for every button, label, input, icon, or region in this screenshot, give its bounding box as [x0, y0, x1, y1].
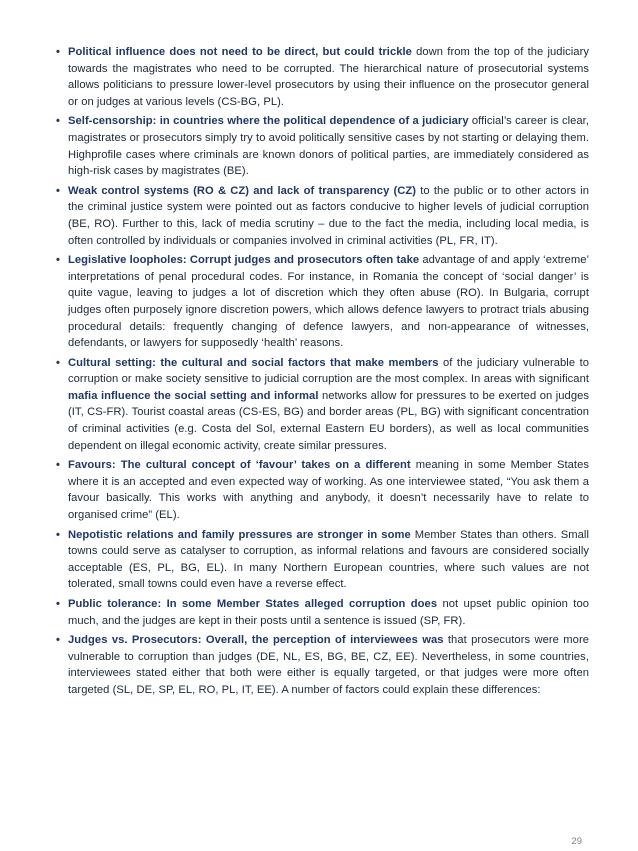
bullet-glyph: •	[56, 356, 60, 369]
bullet-weak-control-systems	[56, 183, 589, 249]
bullet-glyph: •	[56, 634, 60, 647]
bullet-glyph: •	[56, 46, 60, 58]
bullet-text: official’s career is clear, magistrates or prosecutors simply try to avoid politically sensitive cases by not starting or delaying them. Highprofile cases where criminals are known donors of political parties, are immediately considered as high-risk cases by magistrates (BE).	[68, 115, 589, 178]
bullet-favours	[56, 457, 589, 523]
bullet-glyph: •	[56, 254, 60, 267]
bullet-glyph: •	[56, 115, 60, 128]
bullet-public-tolerance	[56, 596, 589, 629]
bullet-lead: Political influence does not need to be direct, but could trickle	[68, 46, 412, 58]
bullet-lead: Weak control systems (RO & CZ) and lack of transparency (CZ)	[68, 184, 417, 197]
bullet-lead: Self-censorship: in countries where the political dependence of a judiciary	[68, 115, 469, 128]
bullet-text: meaning in some Member States where it is an accepted and even expected way of working. As one interviewee stated, “You ask them a favour basically. This works with anything and anybody, it doesn’t necessarily have to relate to organised crime” (EL).	[68, 459, 589, 522]
bullet-political-influence	[56, 44, 589, 110]
bullet-text: Member States than others. Small towns could serve as catalyser to corruption, as informal relations and favours are considered socially acceptable (ES, PL, BG, EL). In many Northern European countries, where such values are not tolerated, small towns could even have a reverse effect.	[68, 528, 589, 591]
bullet-judges-vs-prosecutors	[56, 632, 589, 698]
bullet-text: not upset public opinion too much, and the judges are kept in their posts until a sentence is issued (SP, FR).	[68, 598, 589, 627]
bullet-glyph: •	[56, 459, 60, 472]
page-number: 29	[571, 836, 582, 847]
bullet-lead: Public tolerance: In some Member States alleged corruption does	[68, 598, 438, 610]
bullet-cultural-setting	[56, 355, 589, 455]
bullet-emphasis: mafia influence the social setting and informal	[68, 389, 319, 402]
bullet-text: to the public or to other actors in the criminal justice system were pointed out as factors conducive to higher levels of judicial corruption (BE, RO). Further to this, lack of media scrutiny – due to the fact the media, including local media, is often controlled by individuals or companies involved in criminal activities (PL, FR, IT).	[68, 184, 589, 247]
bullet-text: down from the top of the judiciary towards the magistrates who need to be corrupted. The hierarchical nature of prosecutorial systems allows politicians to pressure lower-level prosecutors by using their influence on the prosecutor general or on judges at various levels (CS-BG, PL).	[68, 46, 589, 108]
bullet-self-censorship	[56, 113, 589, 179]
bullet-lead: Favours: The cultural concept of ‘favour’ takes on a different	[68, 459, 411, 472]
bullet-lead: Cultural setting: the cultural and social factors that make members	[68, 356, 439, 369]
document-page	[56, 44, 589, 702]
bullet-text-continued: networks allow for pressures to be exerted on judges (IT, CS-FR). Tourist coastal areas (CS-ES, BG) and border areas (PL, BG) with significant concentration of criminal activities (e.g. Costa del Sol, external Eastern EU borders), as well as local communities dependent on illegal economic activity, create similar pressures.	[68, 389, 590, 452]
bullet-text: advantage of and apply ‘extreme’ interpretations of penal procedural codes. For instance, in Romania the concept of ‘social danger’ is quite vague, leaving to judges a lot of discretion which they often abuse (RO). In Bulgaria, corrupt judges often purposely ignore discretion powers, which allows defence lawyers to protract trials abusing procedural details: frequently changing of defence lawyers, and non-appearance of witnesses, defendants, or lawyers for supposedly ‘health’ reasons.	[68, 254, 590, 350]
bullet-legislative-loopholes	[56, 252, 589, 352]
bullet-glyph: •	[56, 184, 60, 197]
bullet-lead: Legislative loopholes: Corrupt judges and prosecutors often take	[68, 254, 420, 267]
bullet-lead: Judges vs. Prosecutors: Overall, the perception of interviewees was	[68, 634, 444, 647]
bullet-nepotistic-relations	[56, 527, 589, 593]
bullet-text: that prosecutors were more vulnerable to corruption than judges (DE, NL, ES, BG, BE, CZ, EE). Nevertheless, in some countries, interviewees stated either that both were either is equally targeted, or that judges were more often targeted (SL, DE, SP, EL, RO, PL, IT, EE). A number of factors could explain these differences:	[68, 634, 589, 696]
bullet-glyph: •	[56, 598, 60, 610]
bullet-lead: Nepotistic relations and family pressures are stronger in some	[68, 528, 411, 541]
bullet-glyph: •	[56, 528, 60, 541]
bullet-text: of the judiciary vulnerable to corruption or make society sensitive to judicial corruption are the most complex. In areas with significant	[68, 356, 589, 386]
